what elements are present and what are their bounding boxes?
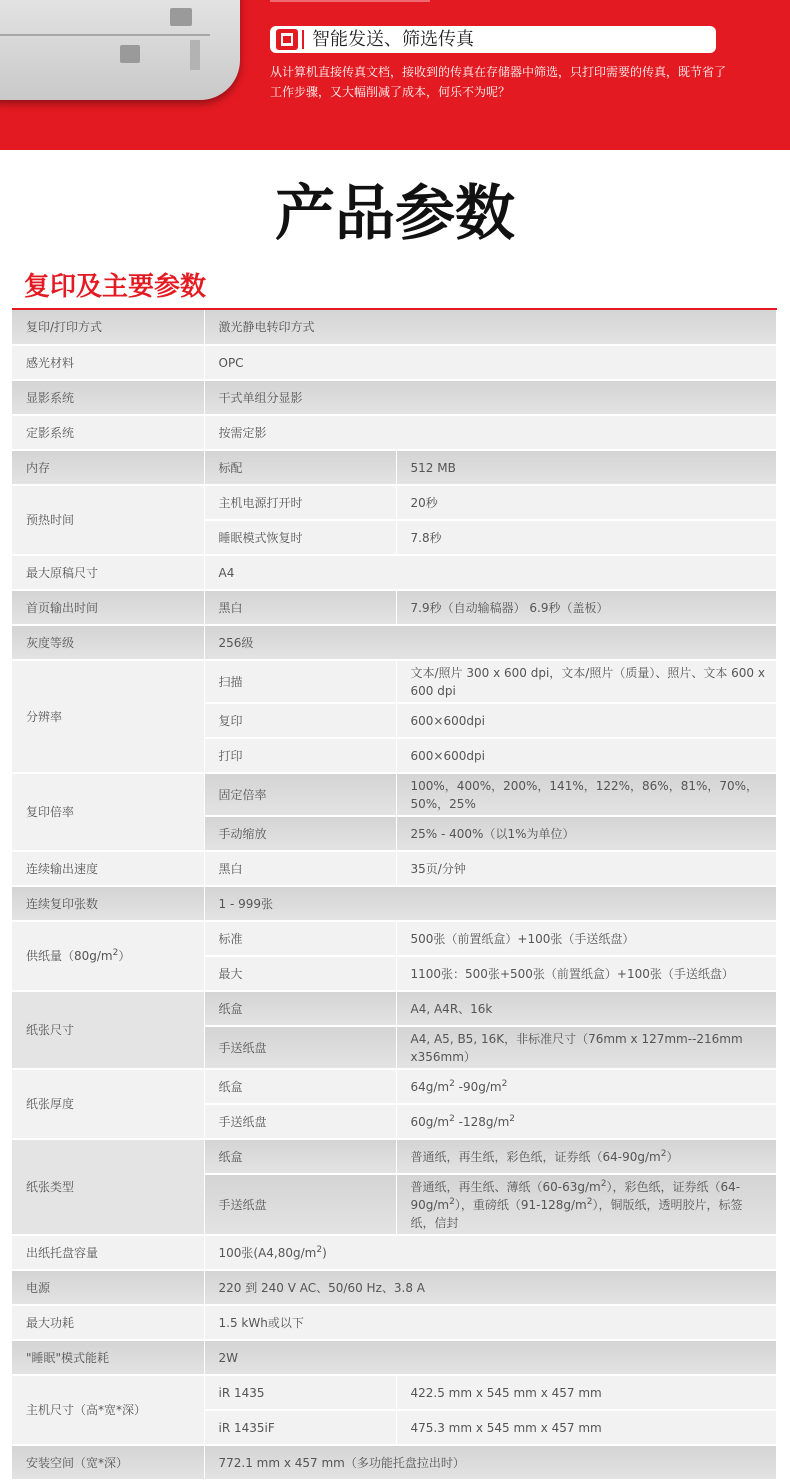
spec-label: 内存 [12,450,204,485]
spec-value: 600×600dpi [396,738,777,773]
spec-label: 复印倍率 [12,773,204,851]
spec-sublabel: 最大 [204,956,396,991]
table-row [12,921,777,956]
feature-description: 从计算机直接传真文档，接收到的传真在存储器中筛选，只打印需要的传真，既节省了工作步骤，又大幅削减了成本，何乐不为呢？ [270,65,727,99]
table-row [12,1305,777,1340]
spec-table [12,310,777,1481]
spec-value: 600×600dpi [396,703,777,738]
spec-sublabel: 手送纸盘 [204,1174,396,1235]
spec-sublabel: 纸盒 [204,1139,396,1174]
spec-value: 普通纸，再生纸，彩色纸，证券纸$(64-90g/m^2)$ [396,1139,777,1174]
spec-value: OPC [204,345,777,380]
spec-sublabel: 主机电源打开时 [204,485,396,520]
spec-label: 纸张尺寸 [12,991,204,1069]
spec-value: 激光静电转印方式 [204,310,777,345]
faded-line [270,0,430,2]
spec-value: 512 MB [396,450,777,485]
feature-title: 智能发送、筛选传真 [312,29,474,50]
spec-label: 分辨率 [12,660,204,773]
spec-value: 2W [204,1340,777,1375]
spec-value: 1100张：500张+500张（前置纸盒）+100张（手送纸盘） [396,956,777,991]
spec-label: 复印/打印方式 [12,310,204,345]
table-row [12,590,777,625]
table-row [12,660,777,703]
spec-value: 7.8秒 [396,520,777,555]
spec-sublabel: 标准 [204,921,396,956]
spec-label: 纸张类型 [12,1139,204,1235]
table-row [12,415,777,450]
spec-sublabel: 打印 [204,738,396,773]
spec-value: 100张$(A4,80g/m^2)$ [204,1235,777,1270]
spec-label: 首页输出时间 [12,590,204,625]
spec-sublabel: 复印 [204,703,396,738]
spec-value: 256级 [204,625,777,660]
spec-value: 干式单组分显影 [204,380,777,415]
spec-sublabel: 手送纸盘 [204,1104,396,1139]
spec-value: $64g/m^2$ $-90g/m^2$ [396,1069,777,1104]
feature-banner [0,0,790,150]
spec-sublabel: 睡眠模式恢复时 [204,520,396,555]
table-row [12,485,777,520]
spec-value: 500张（前置纸盒）+100张（手送纸盘） [396,921,777,956]
spec-value: 普通纸，再生纸、薄纸$(60-63g/m^2)$，彩色纸，证券纸$(64-90g/m^2)$，重磅纸$(91-128g/m^2)$，铜版纸，透明胶片，标签纸，信封 [396,1174,777,1235]
spec-sublabel: 纸盒 [204,1069,396,1104]
table-row [12,625,777,660]
table-row [12,1445,777,1480]
table-row [12,1375,777,1410]
spec-value: 7.9秒（自动输稿器） 6.9秒（盖板） [396,590,777,625]
table-row [12,886,777,921]
table-row [12,310,777,345]
spec-label: 感光材料 [12,345,204,380]
spec-label: 连续复印张数 [12,886,204,921]
spec-label: 灰度等级 [12,625,204,660]
table-row [12,1340,777,1375]
page-title: 产品参数 [275,179,515,249]
table-row [12,1270,777,1305]
printer-image [0,0,240,100]
spec-sublabel: 黑白 [204,851,396,886]
spec-value: 422.5 mm x 545 mm x 457 mm [396,1375,777,1410]
spec-value: 1 - 999张 [204,886,777,921]
spec-sublabel: 手送纸盘 [204,1026,396,1069]
table-row [12,851,777,886]
table-row [12,1235,777,1270]
feature-title-pill [270,26,716,53]
spec-label: 安装空间（宽*深） [12,1445,204,1480]
spec-label: 最大原稿尺寸 [12,555,204,590]
spec-value: 220 到 240 V AC、50/60 Hz、3.8 A [204,1270,777,1305]
spec-label: 电源 [12,1270,204,1305]
table-row [12,991,777,1026]
spec-value: 25% - 400%（以1%为单位） [396,816,777,851]
spec-label: 供纸量$(80g/m^2)$ [12,921,204,991]
spec-label: 纸张厚度 [12,1069,204,1139]
spec-value: $60g/m^2$ $-128g/m^2$ [396,1104,777,1139]
spec-label: 显影系统 [12,380,204,415]
spec-sublabel: iR 1435iF [204,1410,396,1445]
spec-sublabel: 纸盒 [204,991,396,1026]
spec-sublabel: iR 1435 [204,1375,396,1410]
spec-value: 772.1 mm x 457 mm（多功能托盘拉出时） [204,1445,777,1480]
spec-label: 预热时间 [12,485,204,555]
table-row [12,450,777,485]
spec-value: A4, A5, B5, 16K，非标准尺寸（76mm x 127mm--216mm x356mm） [396,1026,777,1069]
spec-value: 1.5 kWh或以下 [204,1305,777,1340]
table-row [12,1069,777,1104]
spec-value: 475.3 mm x 545 mm x 457 mm [396,1410,777,1445]
table-row [12,773,777,816]
spec-sublabel: 手动缩放 [204,816,396,851]
spec-label: "睡眠"模式能耗 [12,1340,204,1375]
table-row [12,380,777,415]
spec-sublabel: 标配 [204,450,396,485]
spec-sublabel: 扫描 [204,660,396,703]
spec-label: 定影系统 [12,415,204,450]
spec-value: 文本/照片 300 x 600 dpi，文本/照片（质量）、照片、文本 600 x 600 dpi [396,660,777,703]
spec-sublabel: 黑白 [204,590,396,625]
spec-label: 连续输出速度 [12,851,204,886]
table-row [12,345,777,380]
spec-label: 最大功耗 [12,1305,204,1340]
spec-label: 主机尺寸（高*宽*深） [12,1375,204,1445]
spec-value: A4 [204,555,777,590]
divider [302,30,304,49]
spec-value: A4, A4R、16k [396,991,777,1026]
fax-icon [276,29,298,50]
table-row [12,555,777,590]
spec-label: 出纸托盘容量 [12,1235,204,1270]
section-title: 复印及主要参数 [24,272,207,302]
spec-value: 按需定影 [204,415,777,450]
spec-sublabel: 固定倍率 [204,773,396,816]
spec-value: 20秒 [396,485,777,520]
spec-value: 35页/分钟 [396,851,777,886]
table-row [12,1139,777,1174]
spec-value: 100%，400%，200%，141%，122%，86%，81%，70%，50%，25% [396,773,777,816]
